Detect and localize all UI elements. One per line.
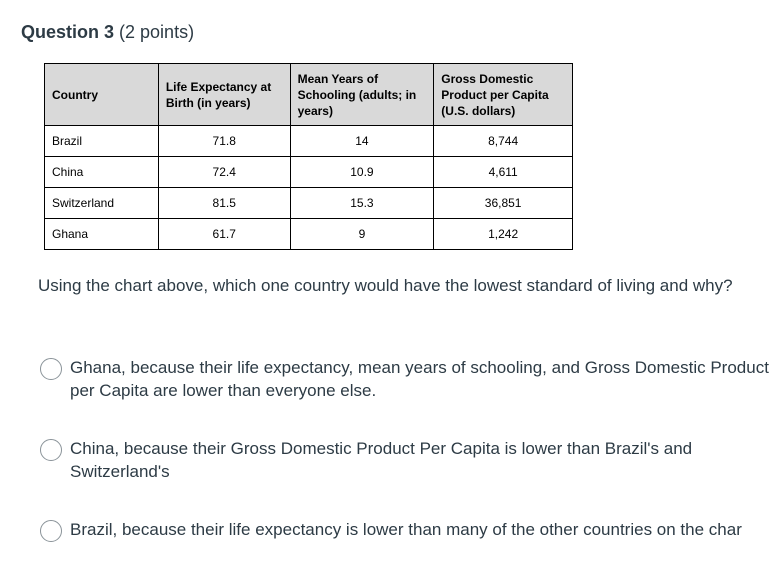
question-points: (2 points) [119, 22, 195, 42]
header-schooling: Mean Years of Schooling (adults; in years) [290, 64, 434, 126]
header-life-expectancy: Life Expectancy at Birth (in years) [158, 64, 290, 126]
answer-option-label[interactable]: Ghana, because their life expectancy, mean years of schooling, and Gross Domestic Product per Capita are lower than everyone else. [70, 358, 769, 400]
question-title: Question 3 [21, 22, 115, 42]
question-prompt: Using the chart above, which one country would have the lowest standard of living and why? [38, 276, 733, 295]
cell-schooling: 9 [290, 219, 434, 250]
radio-button[interactable] [40, 520, 62, 542]
question-header [21, 20, 194, 44]
cell-schooling: 15.3 [290, 188, 434, 219]
table-row [45, 126, 573, 157]
cell-country: Ghana [45, 219, 159, 250]
cell-country: Brazil [45, 126, 159, 157]
radio-button[interactable] [40, 439, 62, 461]
cell-life-expectancy: 72.4 [158, 157, 290, 188]
cell-gdp: 36,851 [434, 188, 573, 219]
header-country: Country [45, 64, 159, 126]
cell-schooling: 14 [290, 126, 434, 157]
answer-option-label[interactable]: Brazil, because their life expectancy is lower than many of the other countries on the char [70, 520, 742, 539]
cell-gdp: 8,744 [434, 126, 573, 157]
cell-life-expectancy: 61.7 [158, 219, 290, 250]
cell-schooling: 10.9 [290, 157, 434, 188]
cell-gdp: 4,611 [434, 157, 573, 188]
table-row [45, 219, 573, 250]
table-header-row [45, 64, 573, 126]
cell-country: Switzerland [45, 188, 159, 219]
cell-gdp: 1,242 [434, 219, 573, 250]
data-table [44, 63, 573, 250]
table-row [45, 157, 573, 188]
radio-button[interactable] [40, 358, 62, 380]
header-gdp: Gross Domestic Product per Capita (U.S. dollars) [434, 64, 573, 126]
cell-life-expectancy: 71.8 [158, 126, 290, 157]
table-row [45, 188, 573, 219]
answer-option-label[interactable]: China, because their Gross Domestic Product Per Capita is lower than Brazil's and Switzerland's [70, 439, 693, 481]
cell-country: China [45, 157, 159, 188]
cell-life-expectancy: 81.5 [158, 188, 290, 219]
